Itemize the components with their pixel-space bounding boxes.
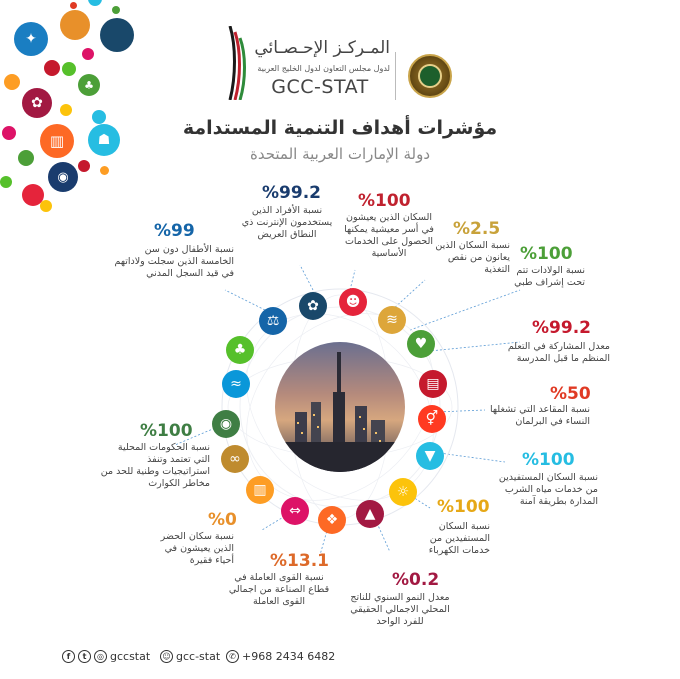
page-subtitle: دولة الإمارات العربية المتحدة: [249, 145, 431, 163]
energy-icon: ☼: [389, 478, 417, 506]
indicator-text-births: نسبة الولادات تتم تحت إشراف طبي: [514, 265, 585, 288]
indicator-text-industry-labour: نسبة القوى العاملة في قطاع الصناعة من اجمالي القوى العاملة: [228, 572, 330, 607]
gender-icon: ⚥: [418, 405, 446, 433]
org-name-ar: المـركـز الإحـصـائي: [254, 38, 390, 58]
partnership-icon: ✿: [299, 292, 327, 320]
facebook-icon[interactable]: f: [62, 650, 75, 663]
social-handle: gccstat: [110, 650, 151, 663]
indicator-text-basic-services: السكان الذين يعيشون في أسر معيشية يمكنها الحصول على الخدمات الأساسية: [344, 212, 434, 259]
whatsapp-link[interactable]: [226, 650, 335, 663]
indicator-value-basic-services: %100: [358, 191, 411, 211]
indicator-value-gdp-growth: %0.2: [392, 570, 440, 590]
indicator-text-undernourishment: نسبة السكان الذين يعانون من نقص التغذية: [435, 240, 510, 275]
phone-number: +968 2434 6482: [242, 650, 336, 663]
water-drop-icon: ☗: [88, 124, 120, 156]
indicator-text-slums: نسبة سكان الحضر الذين يعيشون في أحياء فقيرة: [160, 531, 234, 566]
consumption-icon: ∞: [221, 445, 249, 473]
indicator-value-industry-labour: %13.1: [270, 551, 329, 571]
tree-icon: ♣: [78, 74, 100, 96]
page-title: مؤشرات أهداف التنمية المستدامة: [182, 117, 498, 139]
city-icon: ▥: [40, 124, 74, 158]
cities-icon: ▥: [246, 476, 274, 504]
poverty-icon: ☻: [339, 288, 367, 316]
snapchat-icon[interactable]: ☺: [160, 650, 173, 663]
indicator-value-water: %100: [522, 450, 575, 470]
city-skyline-photo: [275, 342, 405, 472]
indicator-value-births: %100: [520, 244, 573, 264]
eye-icon: ◉: [48, 162, 78, 192]
indicator-value-preschool: %99.2: [532, 318, 591, 338]
snapchat-link[interactable]: [160, 650, 220, 663]
land-icon: ♣: [226, 336, 254, 364]
indicator-text-preschool: معدل المشاركة في التعلم المنظم ما قبل المدرسة: [507, 341, 610, 364]
indicator-text-water: نسبة السكان المستفيدين من خدمات مياه الشرب المدارة بطريقة آمنة: [498, 472, 598, 507]
indicator-text-electricity: نسبة السكان المستفيدين من خدمات الكهرباء: [428, 521, 490, 556]
inequality-icon: ⇔: [281, 497, 309, 525]
education-icon: ▤: [419, 370, 447, 398]
indicator-text-disaster-risk: نسبة الحكومات المحلية التي تعتمد وتنفذ استراتيجيات وطنية للحد من مخاطر الكوارث: [100, 442, 210, 489]
climate-icon: ◉: [212, 410, 240, 438]
org-name-en: GCC-STAT: [271, 76, 369, 98]
indicator-value-disaster-risk: %100: [140, 421, 193, 441]
indicator-text-birth-registration: نسبة الأطفال دون سن الخامسة الذين سجلت ولاداتهم في قيد السجل المدني: [114, 244, 234, 279]
indicator-text-parliament: نسبة المقاعد التي تشغلها النساء في البرلمان: [490, 404, 590, 427]
indicator-value-undernourishment: %2.5: [453, 219, 501, 239]
indicator-value-internet: %99.2: [262, 183, 321, 203]
whatsapp-icon[interactable]: ✆: [226, 650, 239, 663]
snapchat-handle: gcc-stat: [176, 650, 221, 663]
indicator-text-gdp-growth: معدل النمو السنوي للناتج المحلي الاجمالي الحقيقي للفرد الواحد: [350, 592, 450, 627]
peace-icon: ⚖: [259, 307, 287, 335]
industry-icon: ❖: [318, 506, 346, 534]
water-icon: ▼: [416, 442, 444, 470]
indicator-value-parliament: %50: [550, 384, 591, 404]
dove-icon: ✦: [14, 22, 48, 56]
flower-icon: ✿: [22, 88, 52, 118]
indicator-text-internet: نسبة الأفراد الذين يستخدمون الإنترنت ذي النطاق العريض: [241, 205, 333, 240]
org-subtitle-ar: لدول مجلس التعاون لدول الخليج العربية: [257, 64, 390, 73]
social-links[interactable]: [62, 650, 150, 663]
twitter-icon[interactable]: t: [78, 650, 91, 663]
indicator-value-electricity: %100: [437, 497, 490, 517]
work-icon: ▲: [356, 500, 384, 528]
indicator-value-slums: %0: [208, 510, 237, 530]
ocean-icon: ≈: [222, 370, 250, 398]
health-icon: ♥: [407, 330, 435, 358]
hunger-icon: ≋: [378, 306, 406, 334]
instagram-icon[interactable]: ◎: [94, 650, 107, 663]
indicator-value-birth-registration: %99: [154, 221, 195, 241]
